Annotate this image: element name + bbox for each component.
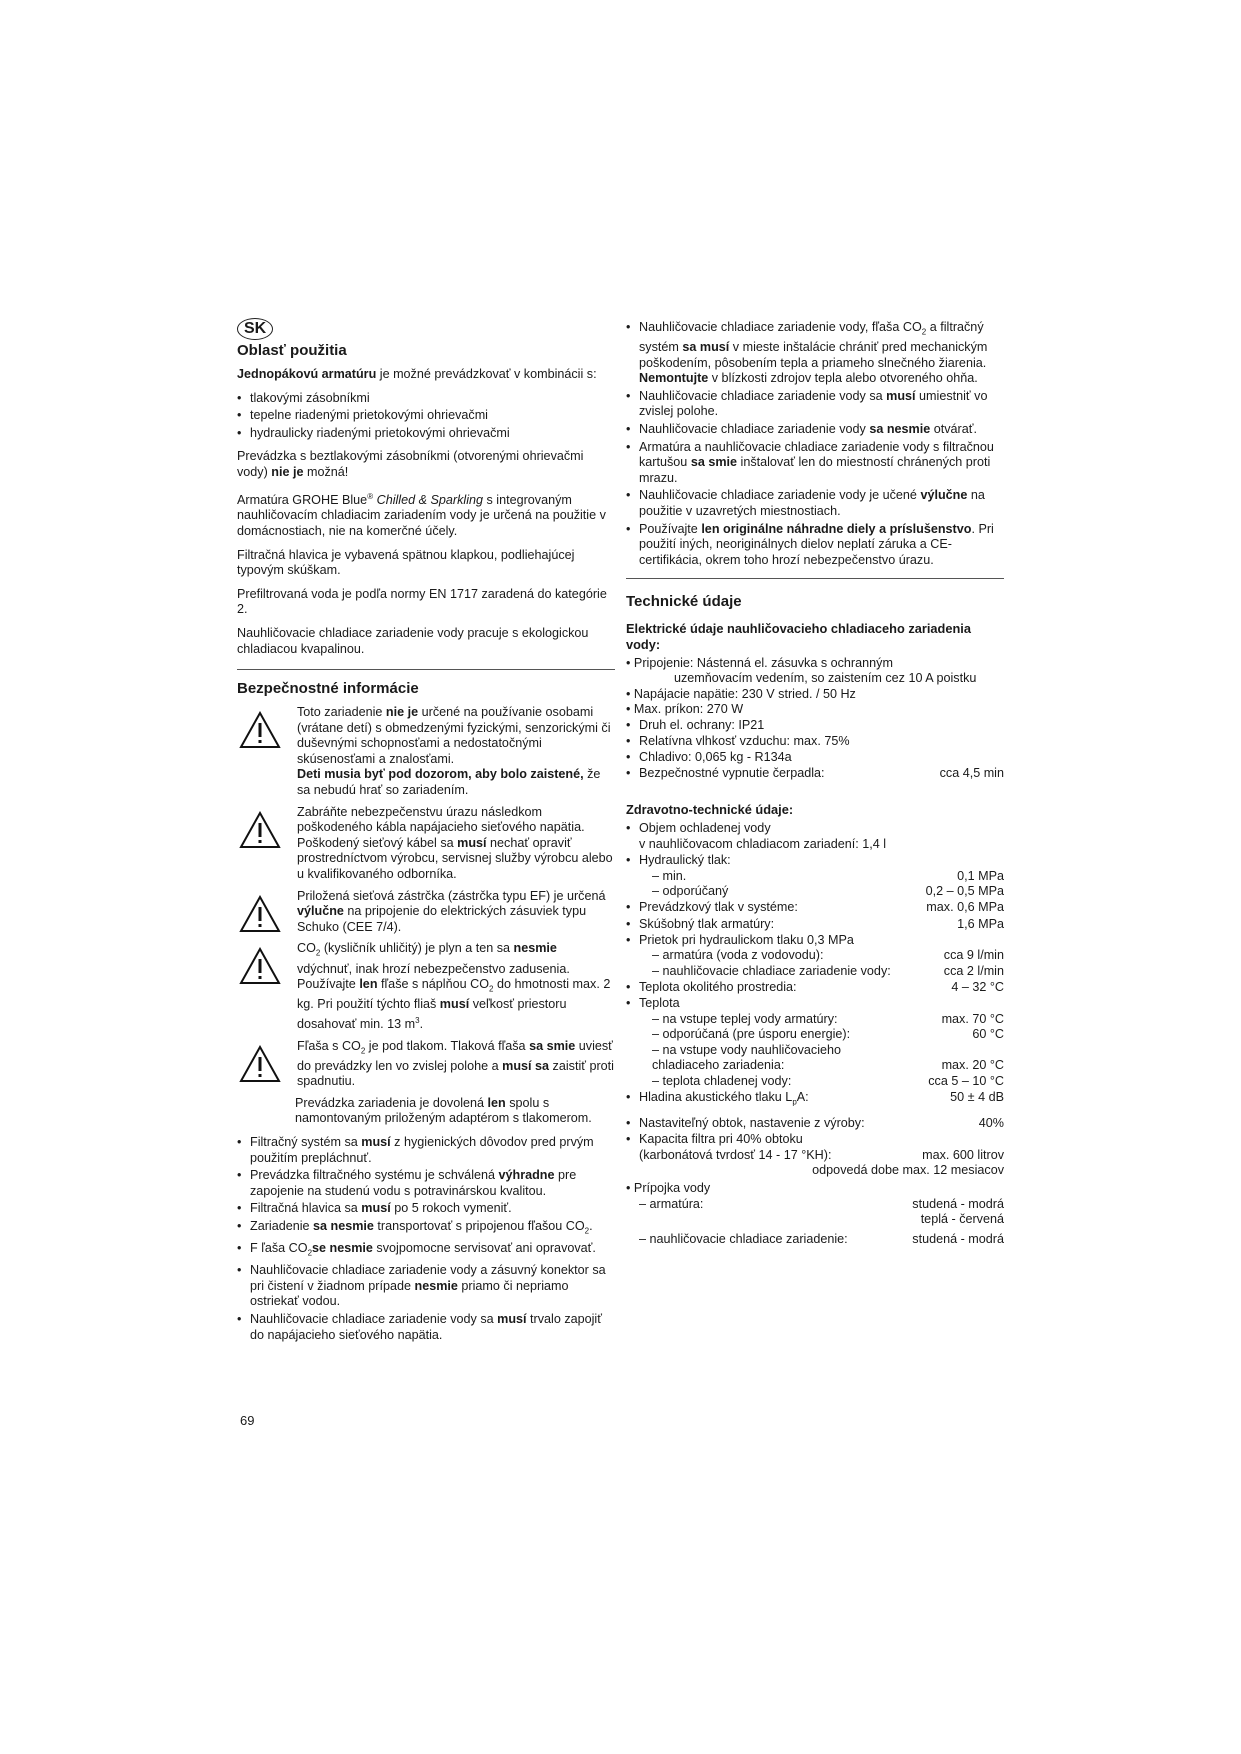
hygiene-specs	[626, 821, 1004, 1179]
spec-line: • Teplota okolitého prostredia: 4 – 32 °C	[626, 980, 1004, 996]
spec-line: • Napájacie napätie: 230 V stried. / 50 Hz	[626, 686, 856, 701]
spec-line: • Objem ochladenej vody v nauhličovacom chladiacom zariadení: 1,4 l	[626, 821, 1004, 852]
list-item: • Nauhličovacie chladiace zariadenie vody a zásuvný konektor sa pri čistení v žiadnom prípade nesmie priamo či nepriamo ostriekať vodou.	[237, 1263, 615, 1310]
warning-triangle-icon	[239, 1045, 281, 1083]
list-item: • tlakovými zásobníkmi	[237, 391, 615, 407]
warning-block: $CO_2$ (kysličník uhličitý) je plyn a ten sa nesmie vdýchnuť, inak hrozí nebezpečenstvo zadusenia. Používajte len fľaše s náplňou $CO_2$ do hmotnosti max. 2 kg. Pri použití týchto fliaš musí veľkosť priestoru dosahovať min. 13 $m^3$.	[237, 941, 615, 1032]
warning-block: Priložená sieťová zástrčka (zástrčka typu EF) je určená výlučne na pripojenie do elektrických zásuviek typu Schuko (CEE 7/4).	[237, 889, 615, 936]
list-item: • Filtračná hlavica sa musí po 5 rokoch vymeniť.	[237, 1201, 615, 1217]
spec-line: • Bezpečnostné vypnutie čerpadla: cca 4,5 min	[626, 766, 1004, 782]
spec-line: • Max. príkon: 270 W	[626, 702, 744, 717]
list-item: • Zariadenie sa nesmie transportovať s pripojenou fľašou $CO_2$.	[237, 1219, 615, 1239]
warning-block: Fľaša s $CO_2$ je pod tlakom. Tlaková fľaša sa smie uviesť do prevádzky len vo zvislej polohe a musí sa zaistiť proti spadnutiu.	[237, 1039, 615, 1090]
paragraph: Armatúra GROHE Blue® Chilled & Sparkling s integrovaným nauhličovacím chladiacim zariadením vody je určená na použitie v domácnostiach, nie na komerčné účely.	[237, 491, 606, 538]
warning-triangle-icon	[239, 711, 281, 749]
list-item: • Nauhličovacie chladiace zariadenie vody sa musí umiestniť vo zvislej polohe.	[626, 389, 1004, 420]
list-item: • hydraulicky riadenými prietokovými ohrievačmi	[237, 426, 615, 442]
spec-line: • Skúšobný tlak armatúry: 1,6 MPa	[626, 917, 1004, 933]
divider	[626, 578, 1004, 579]
spec-line: • Hladina akustického tlaku $L_pA$: 50 ± 4 dB	[626, 1090, 1004, 1110]
section-title-safety: Bezpečnostné informácie	[237, 680, 419, 698]
list-item: • Nauhličovacie chladiace zariadenie vody, fľaša $CO_2$ a filtračný systém sa musí v mieste inštalácie chrániť pred mechanickým poškodením, pôsobením tepla a priameho slnečného žiarenia. Nemontujte v blízkosti zdrojov tepla alebo otvoreného ohňa.	[626, 320, 1004, 387]
paragraph: Prevádzka zariadenia je dovolená len spolu s namontovaným priloženým adaptérom s tlakomerom.	[295, 1095, 592, 1126]
spec-line: • Relatívna vlhkosť vzduchu: max. 75%	[626, 734, 1004, 750]
subsection-title-electrical: Elektrické údaje nauhličovacieho chladiaceho zariadenia vody:	[626, 621, 971, 653]
page-number: 69	[240, 1413, 255, 1428]
list-item: • Používajte len originálne náhradne diely a príslušenstvo. Pri použití iných, neoriginálnych dielov neplatí záruka a CE-certifikácia, okrem toho hrozí nebezpečenstvo úrazu.	[626, 522, 1004, 569]
paragraph: Prefiltrovaná voda je podľa normy EN 1717 zaradená do kategórie 2.	[237, 586, 607, 617]
warning-triangle-icon	[239, 895, 281, 933]
section-title-technical: Technické údaje	[626, 593, 742, 611]
usage-list	[237, 391, 615, 442]
safety-list	[237, 1135, 615, 1343]
list-item: • tepelne riadenými prietokovými ohrievačmi	[237, 408, 615, 424]
warning-triangle-icon	[239, 947, 281, 985]
spec-line: • Hydraulický tlak: – min. 0,1 MPa – odporúčaný 0,2 – 0,5 MPa	[626, 853, 1004, 900]
warning-triangle-icon	[239, 811, 281, 849]
section-title-usage: Oblasť použitia	[237, 342, 347, 359]
spec-line: • Prevádzkový tlak v systéme: max. 0,6 MPa	[626, 900, 1004, 916]
warning-block: Toto zariadenie nie je určené na používanie osobami (vrátane detí) s obmedzenými fyzickými, senzorickými či duševnými schopnosťami a nedostatočnými skúsenosťami a znalosťami. Deti musia byť pod dozorom, aby bolo zaistené, že sa nebudú hrať so zariadením.	[237, 705, 615, 799]
language-badge: SK	[237, 318, 273, 340]
list-item: • Nauhličovacie chladiace zariadenie vody sa musí trvalo zapojiť do napájacieho sieťového napätia.	[237, 1312, 615, 1343]
list-item: • Nauhličovacie chladiace zariadenie vody je učené výlučne na použitie v uzavretých miestnostiach.	[626, 488, 1004, 519]
spec-line: • Pripojenie: Nástenná el. zásuvka s ochranným	[626, 655, 893, 670]
spec-line: • Druh el. ochrany: IP21	[626, 718, 1004, 734]
list-item: • Nauhličovacie chladiace zariadenie vody sa nesmie otvárať.	[626, 422, 1004, 438]
paragraph: Prevádzka s beztlakovými zásobníkmi (otvorenými ohrievačmi vody) nie je možná!	[237, 449, 584, 479]
spec-line: • Prietok pri hydraulickom tlaku 0,3 MPa – armatúra (voda z vodovodu): cca 9 l/min – nauhličovacie chladiace zariadenie vody: cca 2 l/min	[626, 933, 1004, 980]
divider	[237, 669, 615, 670]
list-item: • Filtračný systém sa musí z hygienických dôvodov pred prvým použitím prepláchnuť.	[237, 1135, 615, 1166]
water-connection: • Prípojka vody – armatúra: studená - modrá teplá - červená – nauhličovacie chladiace zariadenie: studená - modrá	[626, 1181, 1004, 1246]
list-item: • Prevádzka filtračného systému je schválená výhradne pre zapojenie na studenú vodu s potravinárskou kvalitou.	[237, 1168, 615, 1199]
usage-intro: Jednopákovú armatúru je možné prevádzkovať v kombinácii s:	[237, 367, 597, 381]
paragraph: Nauhličovacie chladiace zariadenie vody pracuje s ekologickou chladiacou kvapalinou.	[237, 625, 589, 656]
warning-block: Zabráňte nebezpečenstvu úrazu následkom poškodeného kábla napájacieho sieťového napätia. Poškodený sieťový kábel sa musí nechať opraviť prostredníctvom výrobcu, servisnej služby výrobcu alebo u kvalifikovaného odborníka.	[237, 805, 615, 883]
subsection-title-hygiene: Zdravotno-technické údaje:	[626, 801, 794, 817]
electrical-specs	[626, 656, 1004, 782]
right-column	[626, 320, 1004, 1247]
safety-list-continued	[626, 320, 1004, 568]
spec-line: • Kapacita filtra pri 40% obtoku (karbonátová tvrdosť 14 - 17 °KH): max. 600 litrov odpovedá dobe max. 12 mesiacov	[626, 1132, 1004, 1179]
left-column	[237, 318, 615, 1345]
spec-line: • Chladivo: 0,065 kg - R134a	[626, 750, 1004, 766]
list-item: • F ľaša $CO_2se$ nesmie svojpomocne servisovať ani opravovať.	[237, 1241, 615, 1261]
spec-line: • Teplota – na vstupe teplej vody armatúry: max. 70 °C – odporúčaná (pre úsporu energie): 60 °C – na vstupe vody nauhličovacieho chladiaceho zariadenia: max. 20 °C – teplota chladenej vody: cca 5 – 10 °C	[626, 996, 1004, 1090]
paragraph: Filtračná hlavica je vybavená spätnou klapkou, podliehajúcej typovým skúškam.	[237, 547, 575, 578]
spec-line: • Nastaviteľný obtok, nastavenie z výroby: 40%	[626, 1116, 1004, 1132]
list-item: • Armatúra a nauhličovacie chladiace zariadenie vody s filtračnou kartušou sa smie inštalovať len do miestností chránených proti mrazu.	[626, 440, 1004, 487]
spec-line: uzemňovacím vedením, so zaistením cez 10 A poistku	[674, 671, 977, 686]
